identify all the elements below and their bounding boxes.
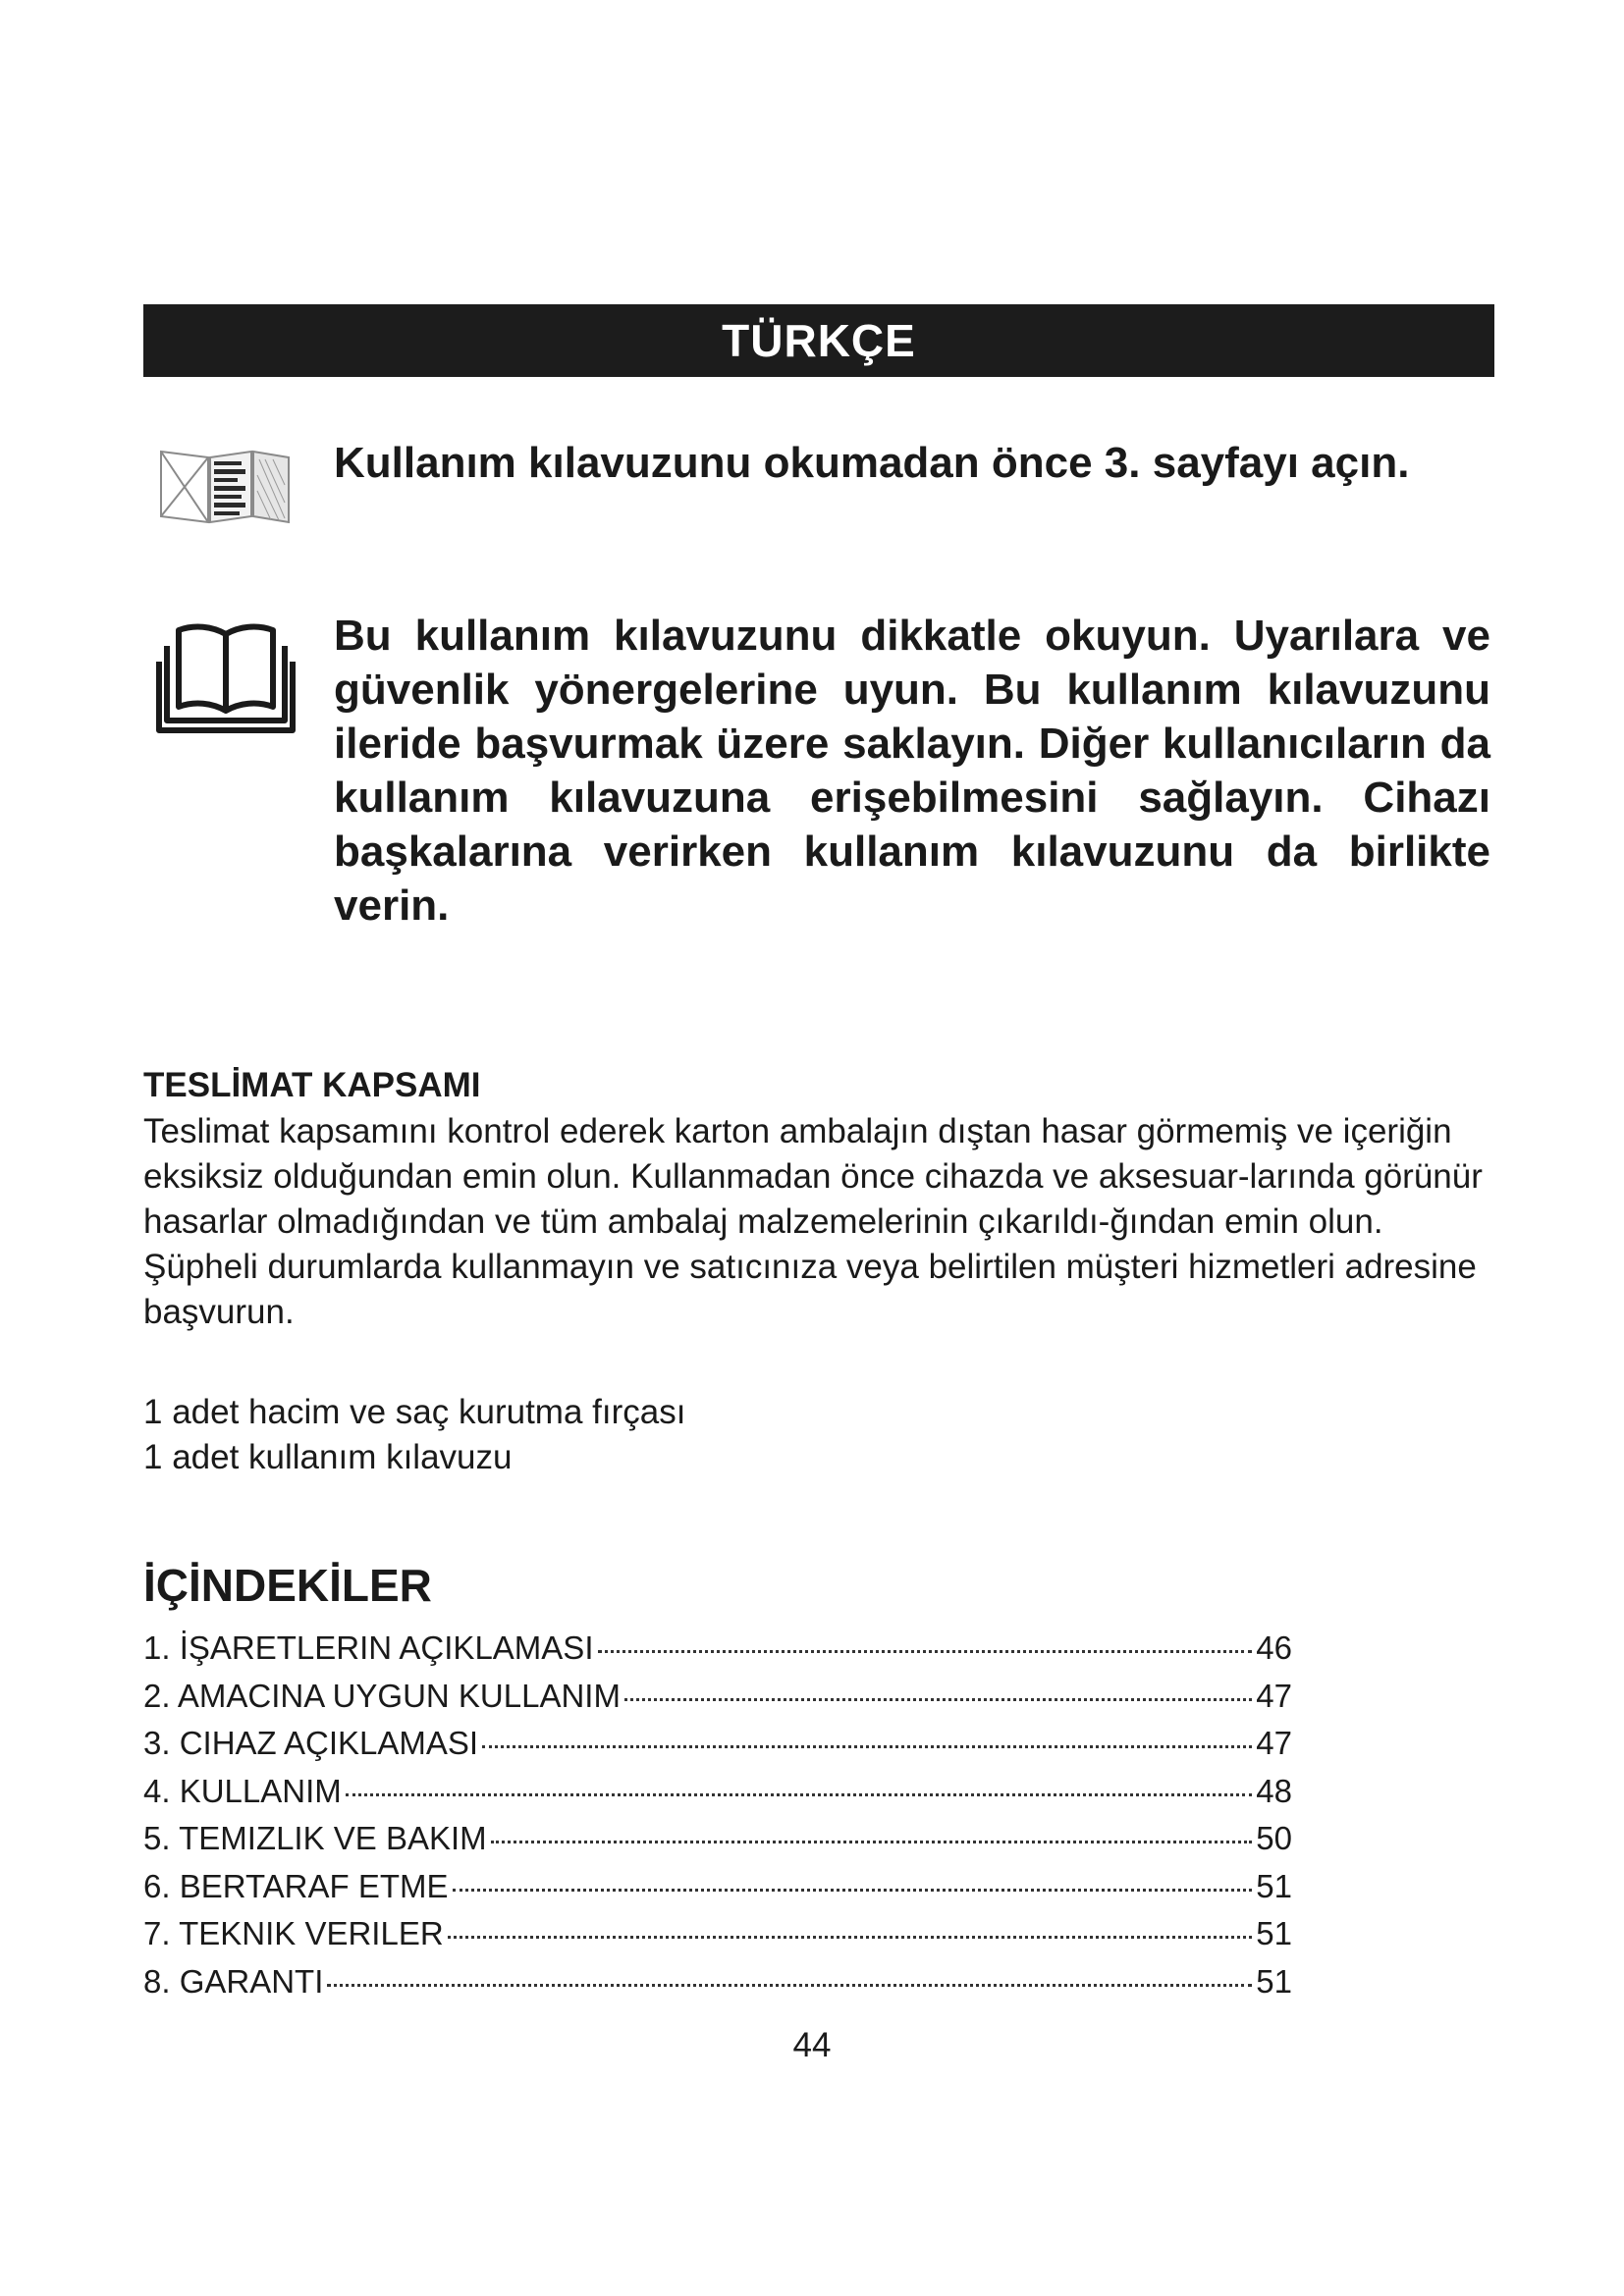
toc-leader-dots xyxy=(482,1745,1252,1748)
toc-entry-title: 5. TEMIZLIK VE BAKIM xyxy=(143,1820,487,1856)
toc-entry[interactable] xyxy=(143,1820,1292,1868)
toc-heading: İÇİNDEKİLER xyxy=(143,1560,432,1611)
list-item: 1 adet kullanım kılavuzu xyxy=(143,1438,513,1476)
toc-entry[interactable] xyxy=(143,1915,1292,1963)
toc-entry[interactable] xyxy=(143,1963,1292,2011)
delivery-contents-list xyxy=(143,1390,685,1480)
book-icon xyxy=(155,616,297,734)
toc-leader-dots xyxy=(624,1698,1252,1701)
toc-entry[interactable] xyxy=(143,1773,1292,1821)
toc-entry-page: 51 xyxy=(1256,1962,1292,2000)
toc-entry-page: 51 xyxy=(1256,1867,1292,1904)
toc-entry[interactable] xyxy=(143,1629,1292,1678)
toc-entry-title: 2. AMACINA UYGUN KULLANIM xyxy=(143,1677,621,1714)
open-page-notice: Kullanım kılavuzunu okumadan önce 3. sayfayı açın. xyxy=(334,439,1410,487)
table-of-contents xyxy=(143,1629,1292,2010)
toc-leader-dots xyxy=(327,1984,1252,1987)
delivery-heading: TESLİMAT KAPSAMI xyxy=(143,1066,481,1104)
page-number: 44 xyxy=(792,2026,832,2064)
toc-entry-page: 48 xyxy=(1256,1772,1292,1809)
language-title: TÜRKÇE xyxy=(722,315,916,366)
open-manual-icon xyxy=(157,448,293,524)
toc-entry-page: 46 xyxy=(1256,1629,1292,1666)
read-manual-notice: Bu kullanım kılavuzunu dikkatle okuyun. Uyarılara ve güvenlik yönergelerine uyun. Bu kullanım kılavuzunu ileride başvurmak üzere saklayın. Diğer kullanıcıların da kullanım kılavuzuna erişebilmesini sağlayın. Cihazı başkalarına verirken kullanım kılavuzunu da birlikte verin. xyxy=(334,612,1490,930)
toc-entry-page: 50 xyxy=(1256,1820,1292,1856)
toc-leader-dots xyxy=(453,1889,1253,1892)
toc-leader-dots xyxy=(448,1936,1253,1939)
toc-entry-page: 47 xyxy=(1256,1677,1292,1714)
toc-leader-dots xyxy=(598,1650,1253,1653)
toc-entry-title: 4. KULLANIM xyxy=(143,1772,342,1809)
toc-entry[interactable] xyxy=(143,1868,1292,1916)
toc-entry-title: 6. BERTARAF ETME xyxy=(143,1867,449,1904)
toc-entry-title: 3. CIHAZ AÇIKLAMASI xyxy=(143,1725,479,1761)
toc-entry-page: 51 xyxy=(1256,1915,1292,1951)
language-header-bar xyxy=(143,304,1494,377)
toc-entry-title: 8. GARANTI xyxy=(143,1962,324,2000)
delivery-text: Teslimat kapsamını kontrol ederek karton ambalajın dıştan hasar görmemiş ve içeriğin eksiksiz olduğundan emin olun. Kullanmadan önce cihazda ve aksesuar-larında görünür hasarlar olmadığından ve tüm ambalaj malzemelerinin çıkarıldı-ğından emin olun. Şüpheli durumlarda kullanmayın ve satıcınıza veya belirtilen müşteri hizmetleri adresine başvurun. xyxy=(143,1112,1483,1331)
toc-entry-page: 47 xyxy=(1256,1725,1292,1761)
toc-entry-title: 7. TEKNIK VERILER xyxy=(143,1915,444,1951)
toc-entry[interactable] xyxy=(143,1725,1292,1773)
toc-leader-dots xyxy=(491,1841,1253,1843)
list-item: 1 adet hacim ve saç kurutma fırçası xyxy=(143,1393,686,1431)
toc-entry-title: 1. İŞARETLERIN AÇIKLAMASI xyxy=(143,1629,594,1666)
toc-entry[interactable] xyxy=(143,1678,1292,1726)
toc-leader-dots xyxy=(346,1793,1253,1796)
